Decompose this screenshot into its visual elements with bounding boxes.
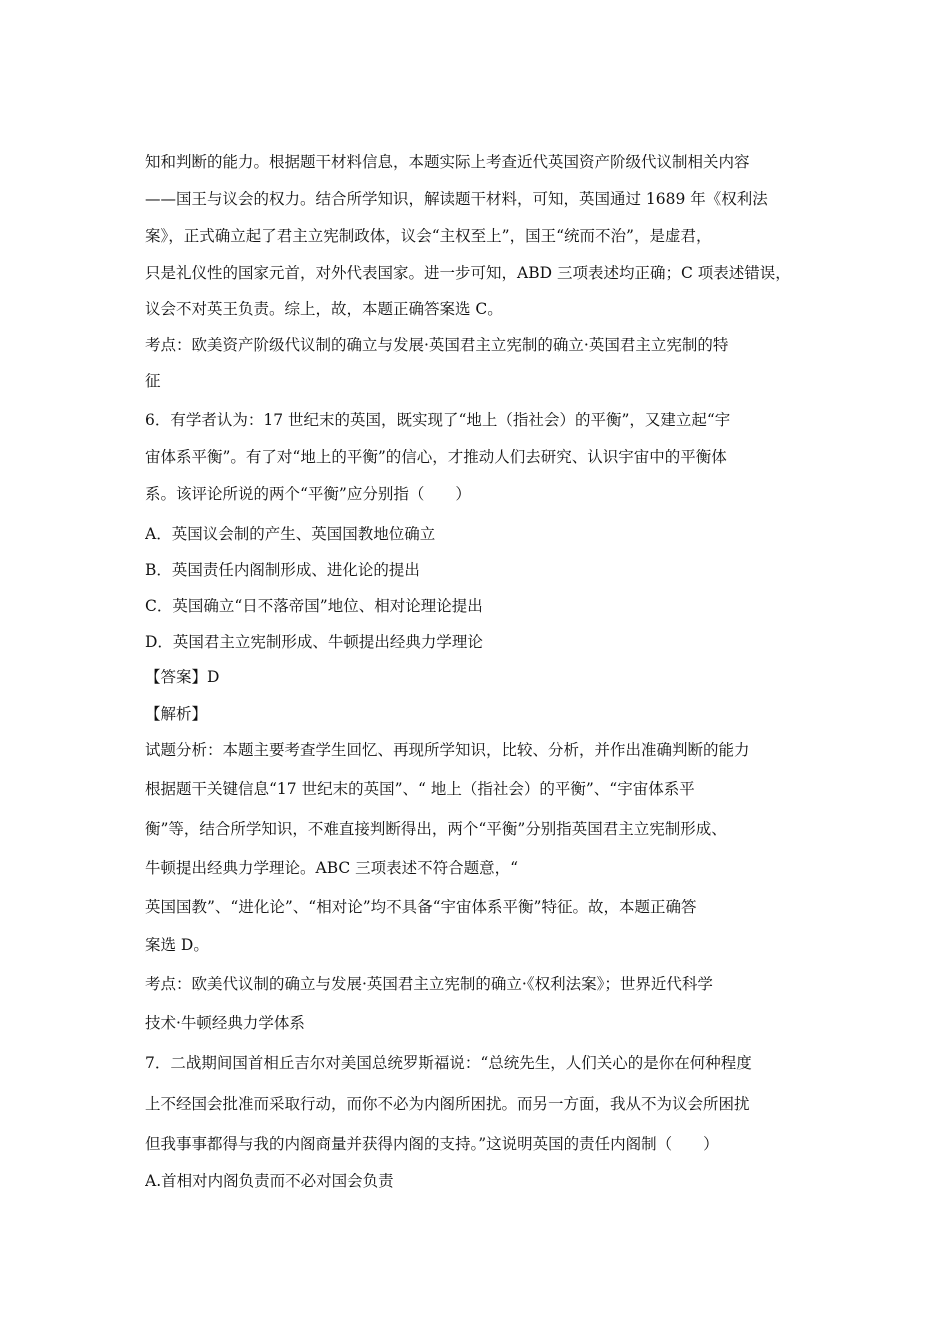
answer-label: 【答案】D (145, 668, 220, 686)
analysis-text: 牛顿提出经典力学理论。ABC 三项表述不符合题意，“ (145, 859, 519, 877)
text-line: 考点：欧美资产阶级代议制的确立与发展·英国君主立宪制的确立·英国君主立宪制的特 (145, 336, 729, 354)
question-6-stem: 6．有学者认为：17 世纪末的英国，既实现了“地上（指社会）的平衡”，又建立起“宇 (145, 411, 731, 429)
analysis-text: 英国国教”、“进化论”、“相对论”均不具备“宇宙体系平衡”特征。故，本题正确答 (145, 898, 697, 916)
text-line: 只是礼仪性的国家元首，对外代表国家。进一步可知，ABD 三项表述均正确；C 项表述错误， (145, 264, 791, 282)
text-line: 征 (145, 372, 161, 390)
analysis-text: 试题分析：本题主要考查学生回忆、再现所学知识，比较、分析，并作出准确判断的能力 (145, 741, 750, 759)
option-a: A．英国议会制的产生、英国国教地位确立 (145, 525, 436, 543)
analysis-text: 根据题干关键信息“17 世纪末的英国”、“ 地上（指社会）的平衡”、“宇宙体系平 (145, 780, 695, 798)
knowledge-point: 考点：欧美代议制的确立与发展·英国君主立宪制的确立·《权利法案》；世界近代科学 (145, 975, 713, 993)
option-a: A.首相对内阁负责而不必对国会负责 (145, 1172, 394, 1190)
analysis-text: 案选 D。 (145, 936, 209, 954)
option-c: C．英国确立“日不落帝国”地位、相对论理论提出 (145, 597, 483, 615)
option-d: D．英国君主立宪制形成、牛顿提出经典力学理论 (145, 633, 483, 651)
analysis-text: 衡”等，结合所学知识，不难直接判断得出，两个“平衡”分别指英国君主立宪制形成、 (145, 820, 727, 838)
knowledge-point: 技术·牛顿经典力学体系 (145, 1014, 305, 1032)
analysis-heading: 【解析】 (145, 705, 208, 723)
text-line: ——国王与议会的权力。结合所学知识，解读题干材料，可知，英国通过 1689 年《权利法 (145, 190, 768, 208)
question-6-stem: 宙体系平衡”。有了对“地上的平衡”的信心，才推动人们去研究、认识宇宙中的平衡体 (145, 448, 727, 466)
question-6-stem: 系。该评论所说的两个“平衡”应分别指（ ） (145, 485, 471, 503)
text-line: 知和判断的能力。根据题干材料信息，本题实际上考查近代英国资产阶级代议制相关内容 (145, 153, 750, 171)
question-7-stem: 但我事事都得与我的内阁商量并获得内阁的支持。”这说明英国的责任内阁制（ ） (145, 1135, 719, 1153)
question-7-stem: 7．二战期间国首相丘吉尔对美国总统罗斯福说：“总统先生，人们关心的是你在何种程度 (145, 1054, 752, 1072)
option-b: B．英国责任内阁制形成、进化论的提出 (145, 561, 420, 579)
question-7-stem: 上不经国会批准而采取行动，而你不必为内阁所困扰。而另一方面，我从不为议会所困扰 (145, 1095, 750, 1113)
text-line: 议会不对英王负责。综上，故，本题正确答案选 C。 (145, 300, 503, 318)
text-line: 案》，正式确立起了君主立宪制政体，议会“主权至上”，国王“统而不治”，是虚君， (145, 227, 712, 245)
